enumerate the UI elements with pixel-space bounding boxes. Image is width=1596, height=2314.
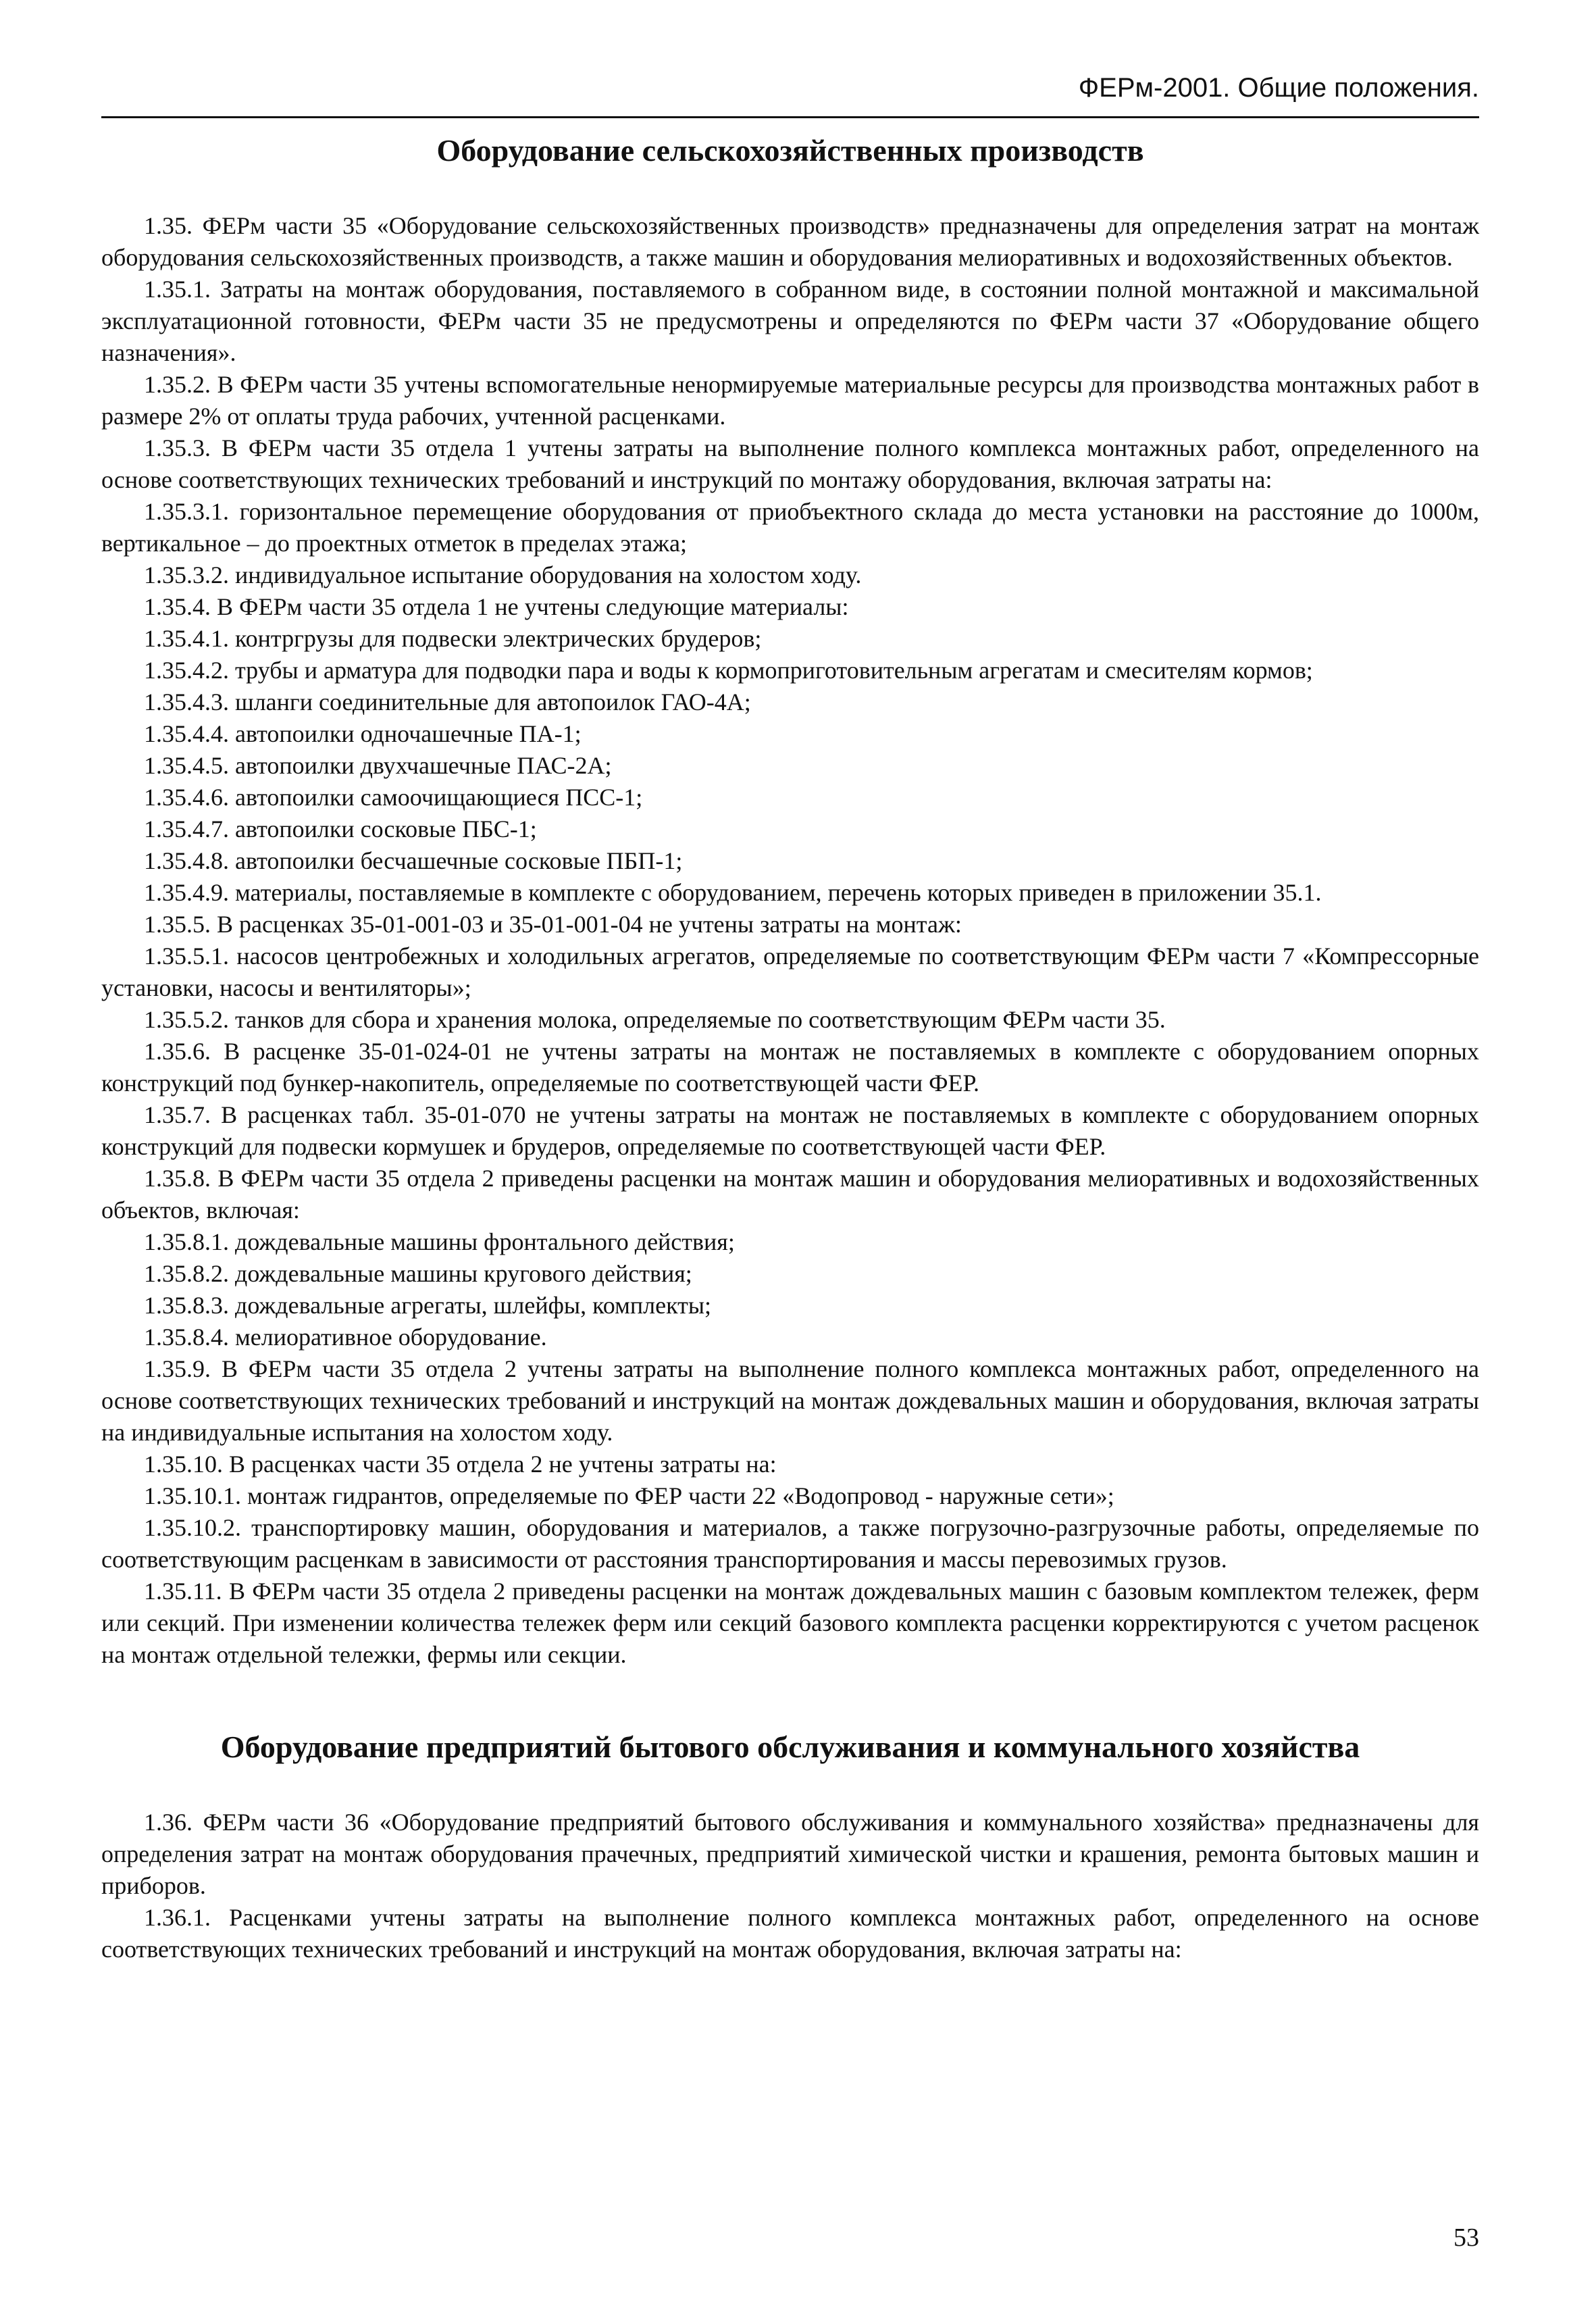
paragraph: 1.35.8.2. дождевальные машины кругового действия;	[144, 1260, 692, 1287]
paragraph: 1.35. ФЕРм части 35 «Оборудование сельскохозяйственных производств» предназначены для определения затрат на монтаж оборудования сельскохозяйственных производств, а также машин и оборудования мелиоративных и водохозяйственных объектов.	[101, 212, 1479, 271]
paragraph: 1.35.8. В ФЕРм части 35 отдела 2 приведены расценки на монтаж машин и оборудования мелиоративных и водохозяйственных объектов, включая:	[101, 1165, 1479, 1224]
paragraph: 1.35.6. В расценке 35-01-024-01 не учтены затраты на монтаж не поставляемых в комплекте с оборудованием опорных конструкций под бункер-накопитель, определяемые по соответствующей части ФЕР.	[101, 1038, 1479, 1097]
page-header	[101, 68, 1479, 118]
paragraph: 1.35.3.2. индивидуальное испытание оборудования на холостом ходу.	[144, 561, 862, 588]
paragraph: 1.35.4. В ФЕРм части 35 отдела 1 не учтены следующие материалы:	[144, 593, 849, 620]
paragraph: 1.35.5.1. насосов центробежных и холодильных агрегатов, определяемые по соответствующим ФЕРм части 7 «Компрессорные установки, насосы и вентиляторы»;	[101, 942, 1479, 1001]
paragraph: 1.35.4.1. контргрузы для подвески электрических брудеров;	[144, 625, 762, 652]
paragraph: 1.35.4.5. автопоилки двухчашечные ПАС-2А;	[144, 752, 612, 779]
paragraph: 1.36. ФЕРм части 36 «Оборудование предприятий бытового обслуживания и коммунального хозяйства» предназначены для определения затрат на монтаж оборудования прачечных, предприятий химической чистки и крашения, ремонта бытовых машин и приборов.	[101, 1809, 1479, 1899]
header-title: ФЕРм-2001. Общие положения.	[1078, 73, 1479, 103]
paragraph: 1.35.8.3. дождевальные агрегаты, шлейфы, комплекты;	[144, 1292, 712, 1319]
paragraph: 1.35.4.2. трубы и арматура для подводки пара и воды к кормоприготовительным агрегатам и смесителям кормов;	[144, 657, 1313, 684]
paragraph: 1.35.8.1. дождевальные машины фронтального действия;	[144, 1228, 735, 1255]
paragraph: 1.35.4.7. автопоилки сосковые ПБС-1;	[144, 815, 537, 842]
section-body	[101, 210, 1479, 1671]
section-title: Оборудование сельскохозяйственных производств	[436, 133, 1144, 168]
page-number: 53	[1453, 2223, 1479, 2252]
paragraph: 1.35.4.8. автопоилки бесчашечные сосковые ПБП-1;	[144, 847, 683, 874]
paragraph: 1.35.4.3. шланги соединительные для автопоилок ГАО-4А;	[144, 688, 751, 715]
paragraph: 1.35.10.2. транспортировку машин, оборудования и материалов, а также погрузочно-разгрузочные работы, определяемые по соответствующим расценкам в зависимости от расстояния транспортирования и массы перевозимых грузов.	[101, 1514, 1479, 1573]
paragraph: 1.35.4.4. автопоилки одночашечные ПА-1;	[144, 720, 582, 747]
section-title: Оборудование предприятий бытового обслуживания и коммунального хозяйства	[220, 1730, 1360, 1764]
paragraph: 1.35.10. В расценках части 35 отдела 2 не учтены затраты на:	[144, 1451, 777, 1478]
paragraph: 1.35.10.1. монтаж гидрантов, определяемые по ФЕР части 22 «Водопровод - наружные сети»;	[144, 1482, 1114, 1509]
paragraph: 1.36.1. Расценками учтены затраты на выполнение полного комплекса монтажных работ, определенного на основе соответствующих технических требований и инструкций на монтаж оборудования, включая затраты на:	[101, 1904, 1479, 1963]
paragraph: 1.35.1. Затраты на монтаж оборудования, поставляемого в собранном виде, в состоянии полной монтажной и максимальной эксплуатационной готовности, ФЕРм части 35 не предусмотрены и определяются по ФЕРм части 37 «Оборудование общего назначения».	[101, 276, 1479, 366]
document-body	[101, 125, 1479, 1965]
paragraph: 1.35.5. В расценках 35-01-001-03 и 35-01-001-04 не учтены затраты на монтаж:	[144, 911, 962, 938]
paragraph: 1.35.5.2. танков для сбора и хранения молока, определяемые по соответствующим ФЕРм части 35.	[144, 1006, 1166, 1033]
paragraph: 1.35.8.4. мелиоративное оборудование.	[144, 1324, 547, 1351]
paragraph: 1.35.4.6. автопоилки самоочищающиеся ПСС-1;	[144, 784, 643, 811]
paragraph: 1.35.4.9. материалы, поставляемые в комплекте с оборудованием, перечень которых приведен в приложении 35.1.	[144, 879, 1322, 906]
section-body	[101, 1807, 1479, 1965]
paragraph: 1.35.9. В ФЕРм части 35 отдела 2 учтены затраты на выполнение полного комплекса монтажных работ, определенного на основе соответствующих технических требований и инструкций на монтаж дождевальных машин и оборудования, включая затраты на индивидуальные испытания на холостом ходу.	[101, 1355, 1479, 1446]
paragraph: 1.35.2. В ФЕРм части 35 учтены вспомогательные ненормируемые материальные ресурсы для производства монтажных работ в размере 2% от оплаты труда рабочих, учтенной расценками.	[101, 371, 1479, 430]
paragraph: 1.35.7. В расценках табл. 35-01-070 не учтены затраты на монтаж не поставляемых в комплекте с оборудованием опорных конструкций для подвески кормушек и брудеров, определяемые по соответствующей части ФЕР.	[101, 1101, 1479, 1160]
paragraph: 1.35.3. В ФЕРм части 35 отдела 1 учтены затраты на выполнение полного комплекса монтажных работ, определенного на основе соответствующих технических требований и инструкций по монтажу оборудования, включая затраты на:	[101, 434, 1479, 493]
paragraph: 1.35.11. В ФЕРм части 35 отдела 2 приведены расценки на монтаж дождевальных машин с базовым комплектом тележек, ферм или секций. При изменении количества тележек ферм или секций базового комплекта расценки корректируются с учетом расценок на монтаж отдельной тележки, фермы или секции.	[101, 1578, 1479, 1668]
paragraph: 1.35.3.1. горизонтальное перемещение оборудования от приобъектного склада до места установки на расстояние до 1000м, вертикальное – до проектных отметок в пределах этажа;	[101, 498, 1479, 557]
